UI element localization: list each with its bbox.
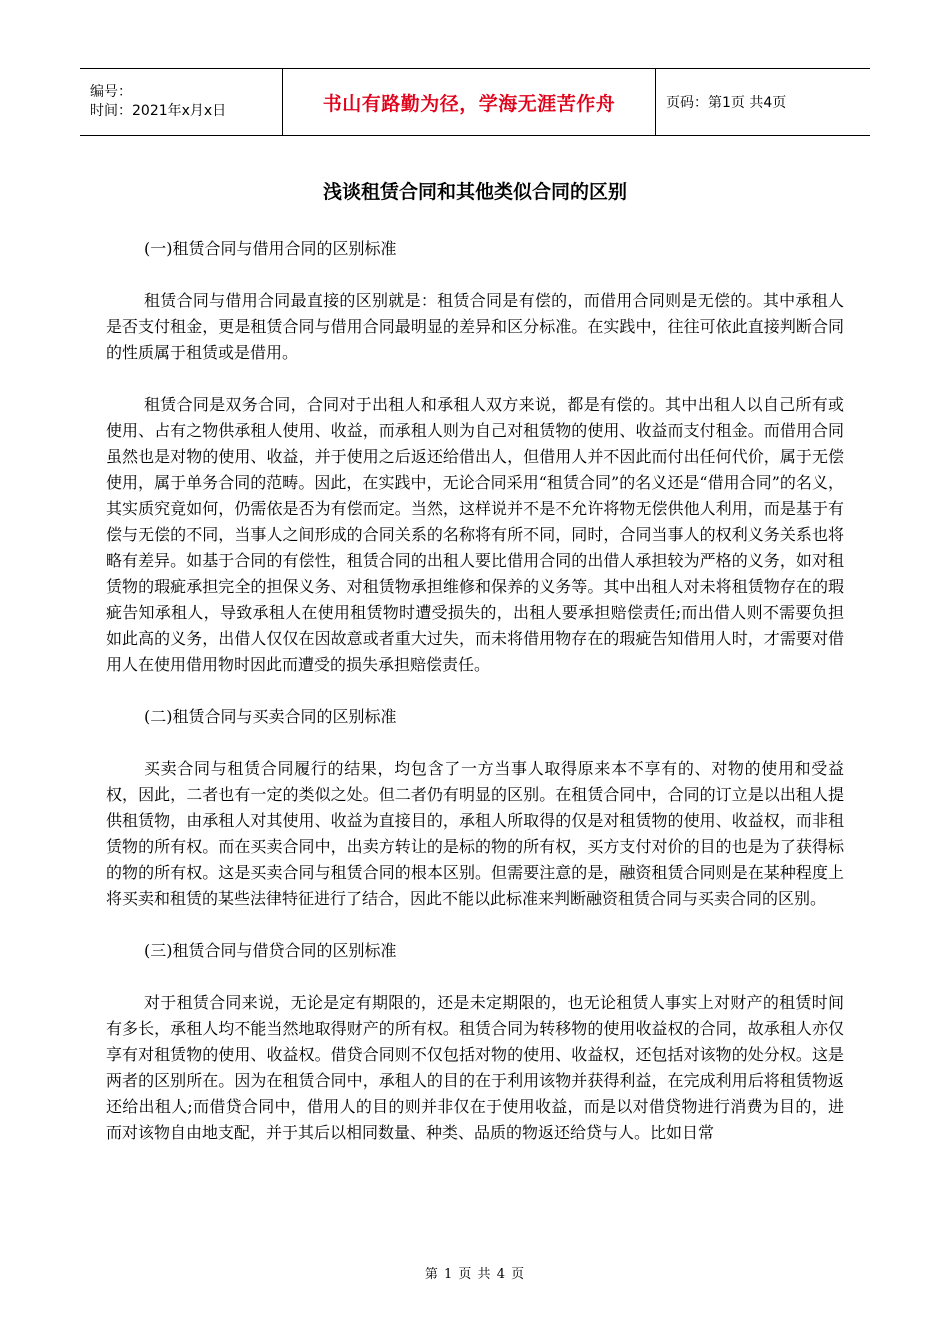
paragraph: 买卖合同与租赁合同履行的结果，均包含了一方当事人取得原来本不享有的、对物的使用和受益权，因此，二者也有一定的类似之处。但二者仍有明显的区别。在租赁合同中，合同的订立是以出租人提供租赁物，由承租人对其使用、收益为直接目的，承租人所取得的仅是对租赁物的使用、收益权，而非租赁物的所有权。而在买卖合同中，出卖方转让的是标的物的所有权，买方支付对价的目的也是为了获得标的物的所有权。这是买卖合同与租赁合同的根本区别。但需要注意的是，融资租赁合同则是在某种程度上将买卖和租赁的某些法律特征进行了结合，因此不能以此标准来判断融资租赁合同与买卖合同的区别。 [106, 759, 844, 908]
date-label: 时间：2021年x月x日 [90, 103, 227, 119]
document-body [106, 236, 844, 1172]
section-heading-3: (三)租赁合同与借贷合同的区别标准 [144, 941, 397, 960]
motto: 书山有路勤为径，学海无涯苦作舟 [322, 92, 616, 115]
document-title: 浅谈租赁合同和其他类似合同的区别 [322, 181, 627, 203]
page-footer: 第 1 页 共 4 页 [424, 1267, 526, 1282]
doc-number-label: 编号： [90, 84, 132, 100]
section-heading-2: (二)租赁合同与买卖合同的区别标准 [144, 707, 397, 726]
paragraph: 租赁合同与借用合同最直接的区别就是：租赁合同是有偿的，而借用合同则是无偿的。其中承租人是否支付租金，更是租赁合同与借用合同最明显的差异和区分标准。在实践中，往往可依此直接判断合同的性质属于租赁或是借用。 [106, 291, 844, 362]
page-header [80, 68, 870, 136]
section-heading-1: (一)租赁合同与借用合同的区别标准 [144, 239, 397, 258]
paragraph: 租赁合同是双务合同，合同对于出租人和承租人双方来说，都是有偿的。其中出租人以自己所有或使用、占有之物供承租人使用、收益，而承租人则为自己对租赁物的使用、收益而支付租金。而借用合同虽然也是对物的使用、收益，并于使用之后返还给借出人，但借用人并不因此而付出任何代价，属于无偿使用，属于单务合同的范畴。因此，在实践中，无论合同采用“租赁合同”的名义还是“借用合同”的名义，其实质究竟如何，仍需依是否为有偿而定。当然，这样说并不是不允许将物无偿供他人利用，而是基于有偿与无偿的不同，当事人之间形成的合同关系的名称将有所不同，同时，合同当事人的权利义务关系也将略有差异。如基于合同的有偿性，租赁合同的出租人要比借用合同的出借人承担较为严格的义务，如对租赁物的瑕疵承担完全的担保义务、对租赁物承担维修和保养的义务等。其中出租人对未将租赁物存在的瑕疵告知承租人，导致承租人在使用租赁物时遭受损失的，出租人要承担赔偿责任;而出借人则不需要负担如此高的义务，出借人仅仅在因故意或者重大过失，而未将借用物存在的瑕疵告知借用人时，才需要对借用人在使用借用物时因此而遭受的损失承担赔偿责任。 [106, 395, 844, 674]
header-meta [80, 69, 282, 135]
page-info: 页码：第1页 共4页 [666, 95, 787, 111]
paragraph: 对于租赁合同来说，无论是定有期限的，还是未定期限的，也无论租赁人事实上对财产的租赁时间有多长，承租人均不能当然地取得财产的所有权。租赁合同为转移物的使用收益权的合同，故承租人亦仅享有对租赁物的使用、收益权。借贷合同则不仅包括对物的使用、收益权，还包括对该物的处分权。这是两者的区别所在。因为在租赁合同中，承租人的目的在于利用该物并获得利益，在完成利用后将租赁物返还给出租人;而借贷合同中，借用人的目的则并非仅在于使用收益，而是以对借贷物进行消费为目的，进而对该物自由地支配，并于其后以相同数量、种类、品质的物返还给贷与人。比如日常 [106, 993, 844, 1142]
header-page-cell [656, 69, 870, 135]
header-motto-cell [282, 69, 656, 135]
